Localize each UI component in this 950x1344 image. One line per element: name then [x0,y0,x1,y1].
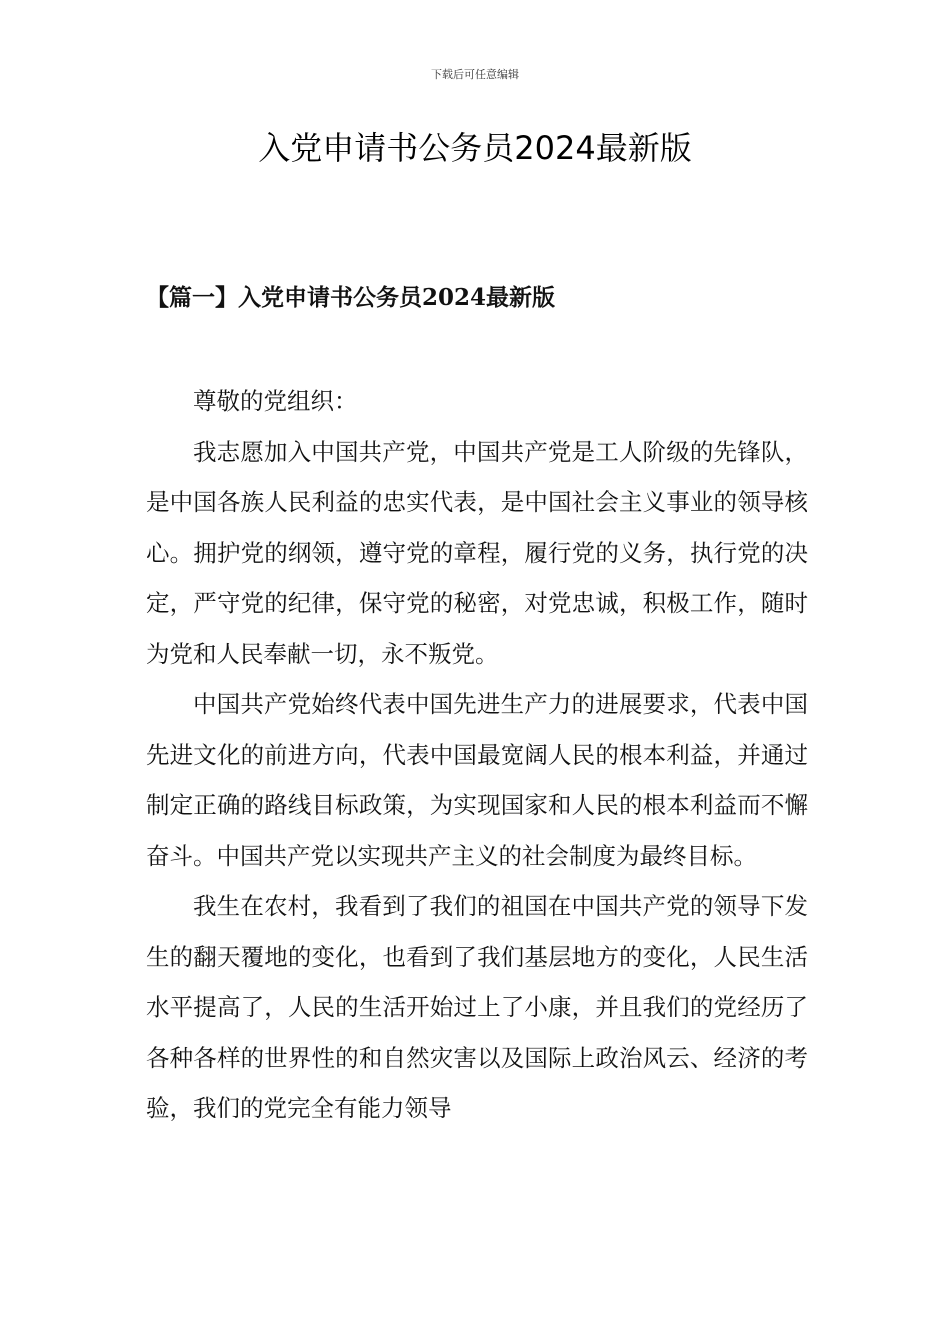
section-heading: 【篇一】入党申请书公务员2024最新版 [146,284,556,311]
header-note: 下载后可任意编辑 [431,68,519,81]
paragraph-3: 我生在农村，我看到了我们的祖国在中国共产党的领导下发生的翻天覆地的变化，也看到了我们基层地方的变化，人民生活水平提高了，人民的生活开始过上了小康，并且我们的党经历了各种各样的世界性的和自然灾害以及国际上政治风云、经济的考验，我们的党完全有能力领导 [146,892,808,1122]
document-title: 入党申请书公务员2024最新版 [258,129,692,167]
paragraph-1: 我志愿加入中国共产党，中国共产党是工人阶级的先锋队，是中国各族人民利益的忠实代表，是中国社会主义事业的领导核心。拥护党的纲领，遵守党的章程，履行党的义务，执行党的决定，严守党的纪律，保守党的秘密，对党忠诚，积极工作，随时为党和人民奉献一切，永不叛党。 [146,437,808,668]
paragraph-2: 中国共产党始终代表中国先进生产力的进展要求，代表中国先进文化的前进方向，代表中国最宽阔人民的根本利益，并通过制定正确的路线目标政策，为实现国家和人民的根本利益而不懈奋斗。中国共产党以实现共产主义的社会制度为最终目标。 [146,690,808,870]
document-body [146,376,808,1134]
salutation: 尊敬的党组织： [193,387,358,415]
